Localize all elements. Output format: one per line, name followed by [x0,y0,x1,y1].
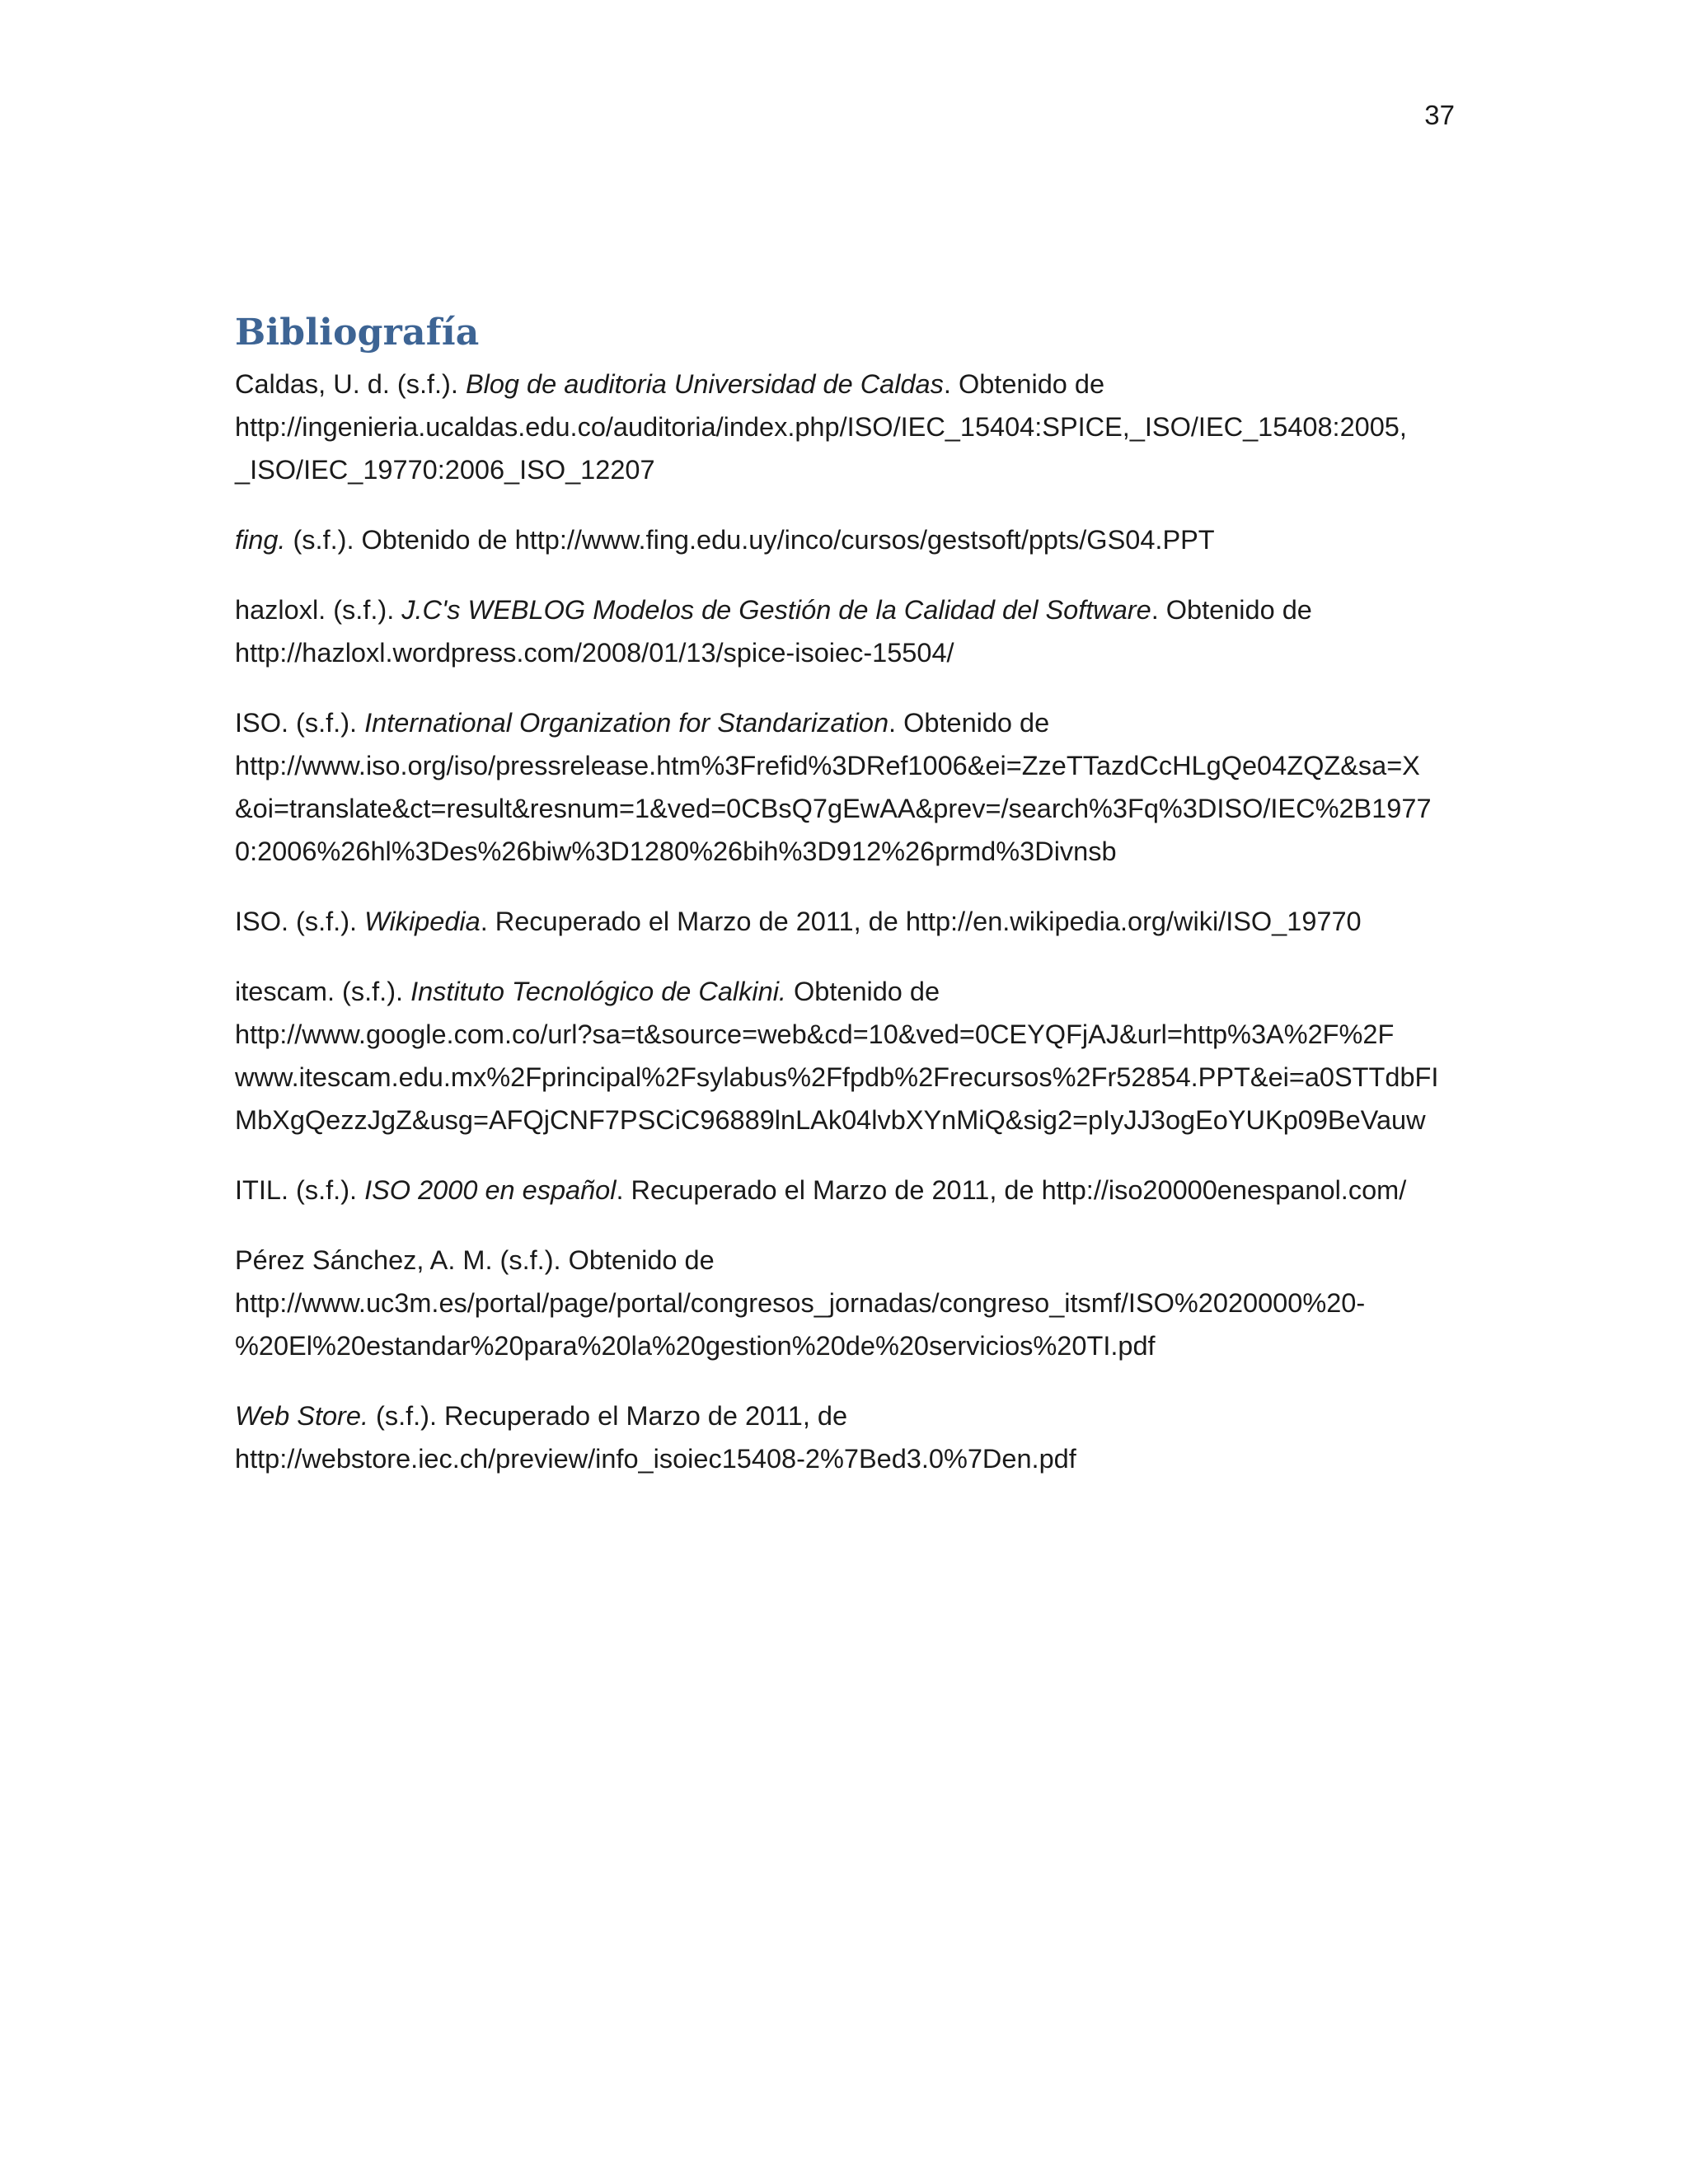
entry-text: (s.f.). Recuperado el Marzo de 2011, de [368,1401,848,1431]
entry-text: ISO. (s.f.). [235,907,365,936]
entry-text: ITIL. (s.f.). [235,1175,365,1205]
entry-text: hazloxl. (s.f.). [235,595,402,625]
entry-text: www.itescam.edu.mx%2Fprincipal%2Fsylabus%2Ffpdb%2Frecursos%2Fr52854.PPT&ei=a0STTdbFI [235,1062,1439,1092]
entry-text: http://hazloxl.wordpress.com/2008/01/13/spice-isoiec-15504/ [235,638,954,668]
entry-line [235,1099,1455,1141]
entry-text: . Obtenido de [943,369,1105,399]
page-title: Bibliografía [235,312,480,354]
bibliography-entry [235,701,1455,873]
entry-line [235,363,1455,405]
entry-title-italic: Web Store. [235,1401,368,1431]
entry-line [235,1169,1455,1212]
entry-line [235,701,1455,744]
bibliography-entry [235,363,1455,491]
bibliography-list [235,363,1455,1480]
entry-title-italic: fing. [235,525,286,555]
entry-title-italic: Instituto Tecnológico de Calkini. [410,977,786,1006]
entry-line [235,1282,1455,1324]
entry-text: . Obtenido de [1151,595,1312,625]
bibliography-entry [235,1169,1455,1212]
entry-line [235,588,1455,631]
entry-title-italic: Wikipedia [364,907,481,936]
entry-title-italic: ISO 2000 en español [364,1175,617,1205]
entry-line [235,1013,1455,1056]
entry-text: %20El%20estandar%20para%20la%20gestion%20de%20servicios%20TI.pdf [235,1331,1156,1361]
bibliography-entry [235,970,1455,1141]
entry-line [235,970,1455,1013]
entry-text: Caldas, U. d. (s.f.). [235,369,466,399]
entry-text: Obtenido de [785,977,940,1006]
entry-line [235,1324,1455,1367]
entry-text: &oi=translate&ct=result&resnum=1&ved=0CBsQ7gEwAA&prev=/search%3Fq%3DISO/IEC%2B1977 [235,794,1432,823]
entry-text: . Recuperado el Marzo de 2011, de http://iso20000enespanol.com/ [616,1175,1407,1205]
entry-title-italic: J.C's WEBLOG Modelos de Gestión de la Calidad del Software [401,595,1151,625]
entry-text: . Obtenido de [889,708,1050,738]
entry-line [235,1437,1455,1480]
entry-text: _ISO/IEC_19770:2006_ISO_12207 [235,455,655,485]
entry-line [235,900,1455,943]
entry-text: 0:2006%26hl%3Des%26biw%3D1280%26bih%3D912%26prmd%3Divnsb [235,837,1117,866]
entry-text: MbXgQezzJgZ&usg=AFQjCNF7PSCiC96889lnLAk04lvbXYnMiQ&sig2=pIyJJ3ogEoYUKp09BeVauw [235,1105,1426,1135]
entry-text: . Recuperado el Marzo de 2011, de http://en.wikipedia.org/wiki/ISO_19770 [480,907,1362,936]
entry-line [235,631,1455,674]
entry-line [235,744,1455,787]
bibliography-entry [235,1394,1455,1480]
entry-text: itescam. (s.f.). [235,977,411,1006]
entry-text: (s.f.). Obtenido de http://www.fing.edu.uy/inco/cursos/gestsoft/ppts/GS04.PPT [285,525,1215,555]
bibliography-entry [235,518,1455,561]
entry-text: http://www.uc3m.es/portal/page/portal/congresos_jornadas/congreso_itsmf/ISO%2020000%20- [235,1288,1366,1318]
entry-line [235,1394,1455,1437]
entry-line [235,518,1455,561]
entry-title-italic: International Organization for Standarization [364,708,889,738]
entry-line [235,1056,1455,1099]
entry-text: ISO. (s.f.). [235,708,365,738]
bibliography-section [235,310,1455,1507]
entry-text: http://www.google.com.co/url?sa=t&source=web&cd=10&ved=0CEYQFjAJ&url=http%3A%2F%2F [235,1019,1395,1049]
entry-line [235,405,1455,448]
entry-line [235,787,1455,830]
bibliography-entry [235,588,1455,674]
entry-line [235,830,1455,873]
entry-line [235,1239,1455,1282]
entry-text: http://ingenieria.ucaldas.edu.co/auditoria/index.php/ISO/IEC_15404:SPICE,_ISO/IEC_15408:2005, [235,412,1407,442]
entry-line [235,448,1455,491]
entry-text: http://webstore.iec.ch/preview/info_isoiec15408-2%7Bed3.0%7Den.pdf [235,1444,1076,1474]
entry-title-italic: Blog de auditoria Universidad de Caldas [465,369,944,399]
page-number: 37 [1424,100,1455,130]
bibliography-entry [235,900,1455,943]
entry-text: Pérez Sánchez, A. M. (s.f.). Obtenido de [235,1245,715,1275]
bibliography-entry [235,1239,1455,1367]
entry-text: http://www.iso.org/iso/pressrelease.htm%3Frefid%3DRef1006&ei=ZzeTTazdCcHLgQe04ZQZ&sa=X [235,751,1420,780]
